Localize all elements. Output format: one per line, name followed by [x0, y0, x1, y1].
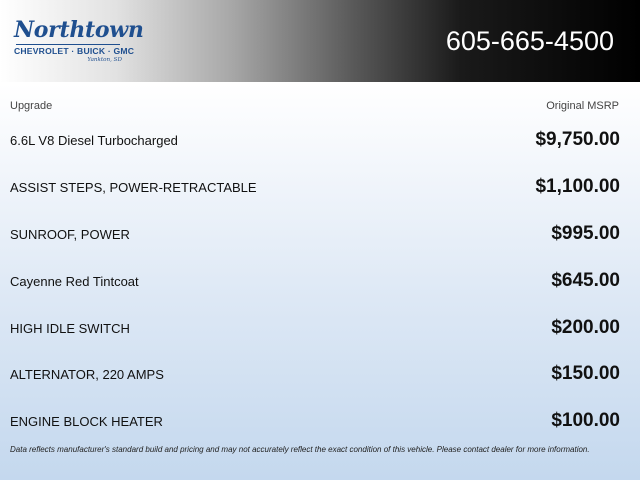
option-price: $645.00 [551, 270, 620, 291]
option-name: 6.6L V8 Diesel Turbocharged [10, 133, 178, 148]
option-row [10, 316, 620, 342]
option-price: $150.00 [551, 363, 620, 384]
option-name: Cayenne Red Tintcoat [10, 274, 139, 289]
option-price: $1,100.00 [535, 176, 620, 197]
logo-name: Northtown [14, 17, 144, 43]
option-price: $200.00 [551, 317, 620, 338]
option-price: $9,750.00 [535, 129, 620, 150]
option-name: HIGH IDLE SWITCH [10, 321, 130, 336]
option-row [10, 269, 620, 295]
logo-location: Yankton, SD [87, 57, 122, 63]
upgrade-column-header: Upgrade [10, 100, 53, 112]
disclaimer-text: Data reflects manufacturer's standard build and pricing and may not accurately reflect the exact condition of this vehicle. Please contact dealer for more information. [10, 445, 590, 454]
logo-rule [16, 44, 120, 45]
option-name: SUNROOF, POWER [10, 227, 130, 242]
option-name: ASSIST STEPS, POWER-RETRACTABLE [10, 180, 257, 195]
option-row [10, 128, 620, 154]
option-row [10, 409, 620, 435]
option-name: ENGINE BLOCK HEATER [10, 414, 163, 429]
option-price: $995.00 [551, 223, 620, 244]
dealer-phone[interactable]: 605-665-4500 [445, 26, 614, 56]
logo-brands: CHEVROLET · BUICK · GMC [14, 46, 135, 56]
option-price: $100.00 [551, 410, 620, 431]
option-row [10, 222, 620, 248]
option-row [10, 175, 620, 201]
option-name: ALTERNATOR, 220 AMPS [10, 367, 164, 382]
dealer-logo [14, 17, 144, 64]
msrp-column-header: Original MSRP [546, 100, 619, 112]
header-banner [0, 0, 640, 82]
option-row [10, 362, 620, 388]
